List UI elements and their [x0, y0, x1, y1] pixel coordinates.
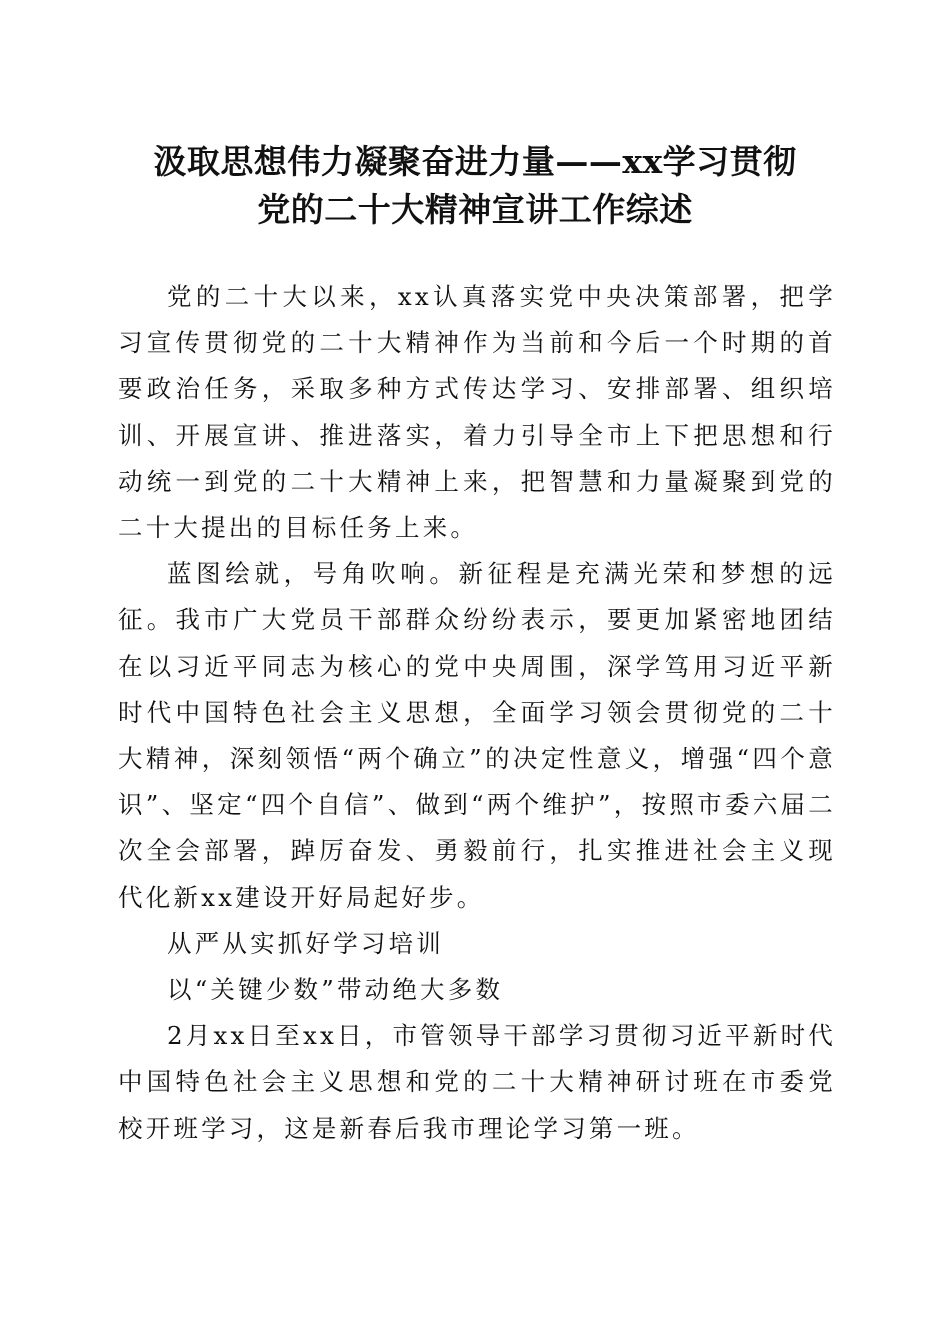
- document-body: [118, 274, 836, 1152]
- document-title: [100, 138, 850, 234]
- title-line-1: 汲取思想伟力凝聚奋进力量——xx学习贯彻: [153, 142, 797, 181]
- section-heading: 从严从实抓好学习培训: [167, 928, 444, 958]
- paragraph-intro: 党的二十大以来，xx认真落实党中央决策部署，把学习宣传贯彻党的二十大精神作为当前和今后一个时期的首要政治任务，采取多种方式传达学习、安排部署、组织培训、开展宣讲、推进落实，着力引导全市上下把思想和行动统一到党的二十大精神上来，把智慧和力量凝聚到党的二十大提出的目标任务上来。: [118, 282, 836, 543]
- paragraph-blueprint: 蓝图绘就，号角吹响。新征程是充满光荣和梦想的远征。我市广大党员干部群众纷纷表示，要更加紧密地团结在以习近平同志为核心的党中央周围，深学笃用习近平新时代中国特色社会主义思想，全面学习领会贯彻党的二十大精神，深刻领悟“两个确立”的决定性意义，增强“四个意识”、坚定“四个自信”、做到“两个维护”，按照市委六届二次全会部署，踔厉奋发、勇毅前行，扎实推进社会主义现代化新xx建设开好局起好步。: [118, 559, 836, 912]
- subsection-heading: 以“关键少数”带动绝大多数: [167, 975, 504, 1005]
- title-line-2: 党的二十大精神宣讲工作综述: [257, 190, 693, 229]
- paragraph-seminar: 2月xx日至xx日，市管领导干部学习贯彻习近平新时代中国特色社会主义思想和党的二十大精神研讨班在市委党校开班学习，这是新春后我市理论学习第一班。: [118, 1021, 836, 1143]
